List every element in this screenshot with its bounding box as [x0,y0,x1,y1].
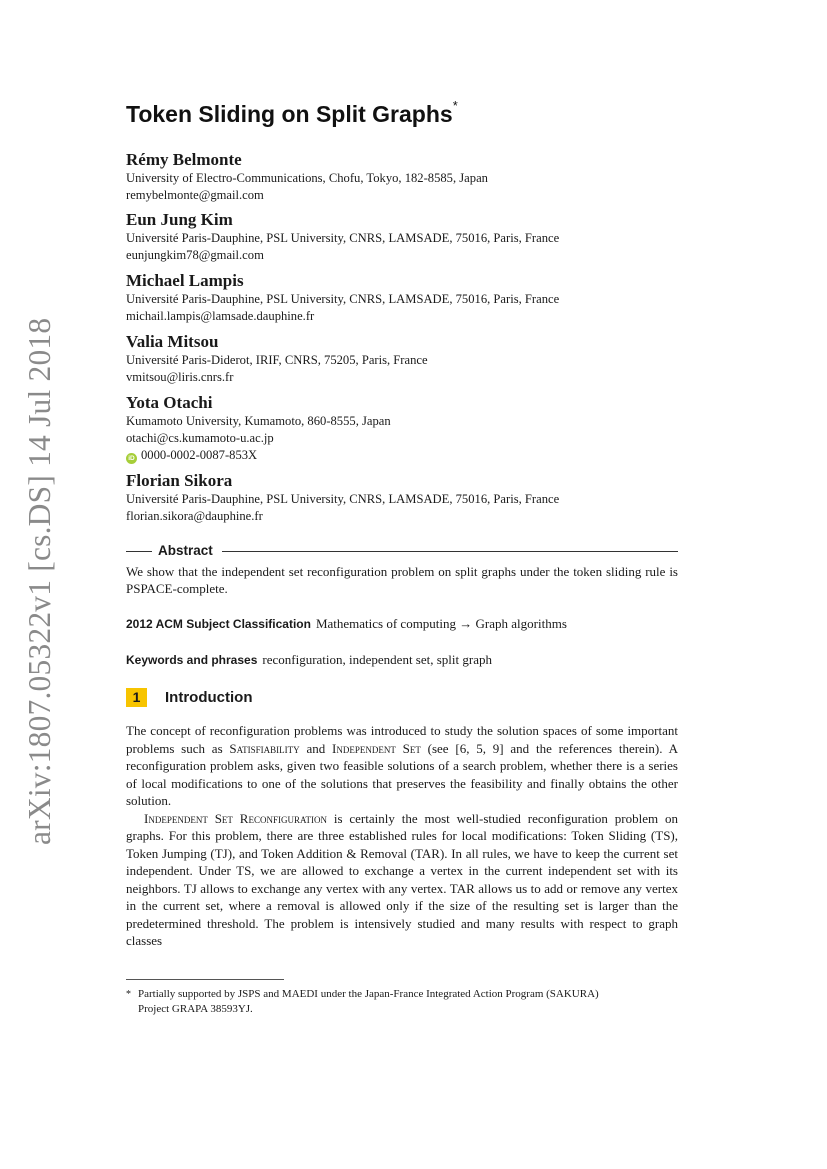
footnote-line-1: Partially supported by JSPS and MAEDI under the Japan-France Integrated Action Program (SAKURA) [138,988,599,1000]
author-affiliation: University of Electro-Communications, Chofu, Tokyo, 182-8585, Japan [126,171,488,185]
author-email[interactable]: otachi@cs.kumamoto-u.ac.jp [126,431,274,445]
section-title: Introduction [165,689,253,706]
term-independent-set: Independent Set [332,740,421,756]
section-heading-introduction [126,688,252,708]
author-email[interactable]: michail.lampis@lamsade.dauphine.fr [126,309,315,323]
keywords [126,651,686,669]
acm-value: Mathematics of computing → Graph algorithms [315,616,567,631]
author-block-mitsou [126,332,686,386]
author-name: Florian Sikora [126,471,233,490]
footnote-mark: * [126,989,131,1000]
abstract-text: We show that the independent set reconfiguration problem on split graphs under the token sliding rule is PSPACE-complete. [126,564,678,597]
author-affiliation: Kumamoto University, Kumamoto, 860-8555, Japan [126,414,391,428]
author-email[interactable]: remybelmonte@gmail.com [126,188,264,202]
orcid-icon: iD [126,453,137,464]
arxiv-watermark: arXiv:1807.05322v1 [cs.DS] 14 Jul 2018 [22,317,57,845]
intro-paragraph-1 [126,722,678,810]
author-block-belmonte [126,150,686,204]
orcid-id: 0000-0002-0087-853X [141,448,258,462]
paper-title-text: Token Sliding on Split Graphs [126,101,453,127]
keywords-value: reconfiguration, independent set, split graph [262,652,492,667]
author-name: Eun Jung Kim [126,210,233,229]
intro-text: The concept of reconfiguration problems was introduced to study the solution spaces of some important problems such as [126,723,678,756]
author-name: Rémy Belmonte [126,150,242,169]
author-email[interactable]: florian.sikora@dauphine.fr [126,509,263,523]
abstract-rule-right [222,551,678,552]
abstract-rule-left [126,551,152,552]
author-block-lampis [126,271,686,325]
author-block-sikora [126,471,686,525]
author-email[interactable]: eunjungkim78@gmail.com [126,248,264,262]
author-affiliation: Université Paris-Dauphine, PSL University, CNRS, LAMSADE, 75016, Paris, France [126,292,560,306]
footnote [126,987,678,1016]
paper-title [126,98,458,128]
term-isr: Independent Set Reconfiguration [144,810,327,826]
orcid-link[interactable] [126,447,686,464]
author-email[interactable]: vmitsou@liris.cnrs.fr [126,370,234,384]
section-number: 1 [126,688,147,707]
author-affiliation: Université Paris-Dauphine, PSL University, CNRS, LAMSADE, 75016, Paris, France [126,231,560,245]
acm-label: 2012 ACM Subject Classification [126,617,311,631]
introduction-body [126,722,678,950]
author-affiliation: Université Paris-Diderot, IRIF, CNRS, 75205, Paris, France [126,353,428,367]
abstract-label: Abstract [158,543,213,558]
author-block-kim [126,210,686,264]
author-name: Yota Otachi [126,393,213,412]
intro-text: and [299,740,333,756]
term-satisfiability: Satisfiability [229,740,300,756]
author-name: Michael Lampis [126,271,244,290]
footnote-rule [126,979,284,980]
author-name: Valia Mitsou [126,332,219,351]
acm-classification [126,615,686,633]
intro-text: (see [6, 5, 9] and the references therein). A reconfiguration problem asks, given two feasible solutions of a search problem, whether there is a series of local modifications to one of the solutions that preserves the feasibility and finally obtains the other solution. [126,740,678,808]
author-block-otachi [126,393,686,464]
keywords-label: Keywords and phrases [126,653,258,667]
footnote-line-2: Project GRAPA 38593YJ. [138,1003,253,1015]
abstract-heading [126,542,678,560]
title-footnote-mark: * [452,98,458,113]
intro-text: is certainly the most well-studied reconfiguration problem on graphs. For this problem, there are three established rules for local modifications: Token Sliding (TS), Token Jumping (TJ), and Token Addition & Removal (TAR). In all rules, we have to keep the current set independent. Under TS, we are allowed to exchange a vertex in the current independent set with its neighbors. TJ allows to exchange any vertex with any vertex. TAR allows us to add or remove any vertex in the current set, where a removal is allowed only if the size of the resulting set is larger than the predetermined threshold. The problem is intensively studied and many results with respect to graph classes [126,810,678,948]
intro-paragraph-2 [126,810,678,950]
author-affiliation: Université Paris-Dauphine, PSL University, CNRS, LAMSADE, 75016, Paris, France [126,492,560,506]
